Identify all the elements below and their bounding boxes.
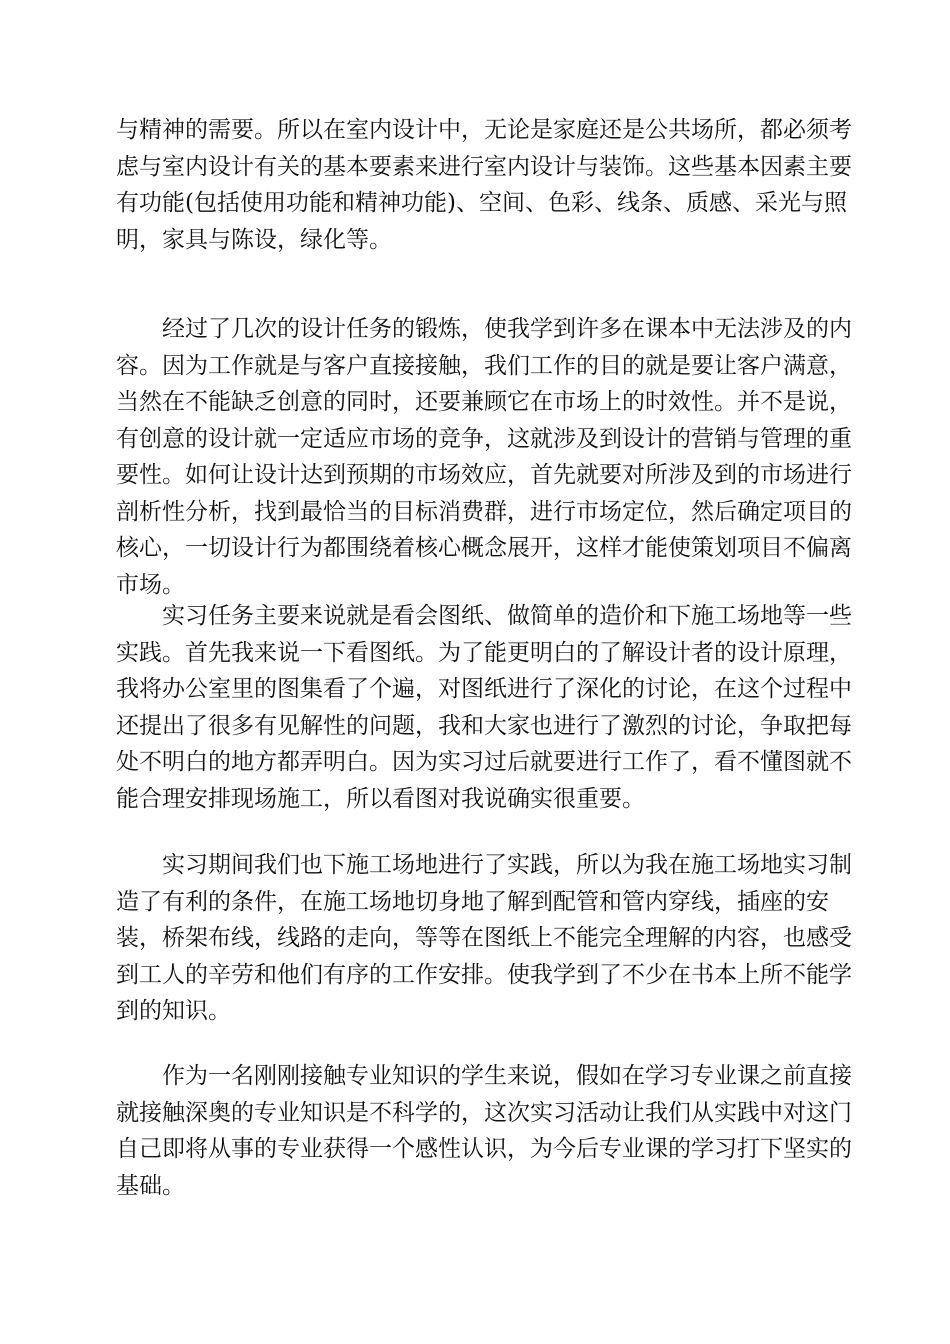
paragraph-line: 实践。首先我来说一下看图纸。为了能更明白的了解设计者的设计原理，: [116, 639, 852, 666]
paragraph-line: 基础。: [116, 1172, 185, 1199]
paragraph-line: 有创意的设计就一定适应市场的竞争，这就涉及到设计的营销与管理的重: [116, 425, 852, 452]
paragraph-line: 我将办公室里的图集看了个遍，对图纸进行了深化的讨论，在这个过程中: [116, 676, 852, 702]
paragraph-line: 剖析性分析，找到最恰当的目标消费群，进行市场定位，然后确定项目的: [116, 498, 852, 525]
paragraph-line: 到的知识。: [116, 998, 231, 1024]
paragraph-line: 容。因为工作就是与客户直接接触，我们工作的目的就是要让客户满意，: [116, 352, 852, 379]
paragraph-line: 有功能(包括使用功能和精神功能)、空间、色彩、线条、质感、采光与照: [116, 190, 847, 216]
paragraph-line: 虑与室内设计有关的基本要素来进行室内设计与装饰。这些基本因素主要: [116, 153, 852, 180]
paragraph-line: 要性。如何让设计达到预期的市场效应，首先就要对所涉及到的市场进行: [116, 462, 852, 488]
paragraph-line: 与精神的需要。所以在室内设计中，无论是家庭还是公共场所，都必须考: [116, 117, 852, 143]
paragraph-line: 还提出了很多有见解性的问题，我和大家也进行了激烈的讨论，争取把每: [116, 712, 852, 739]
paragraph-line: 实习期间我们也下施工场地进行了实践，所以为我在施工场地实习制: [162, 852, 852, 878]
paragraph-1: [116, 112, 852, 258]
paragraph-line: 经过了几次的设计任务的锻炼，使我学到许多在课本中无法涉及的内: [162, 316, 852, 342]
paragraph-line: 市场。: [116, 571, 185, 598]
paragraph-5: [116, 1058, 852, 1204]
paragraph-line: 装，桥架布线，线路的走向，等等在图纸上不能完全理解的内容，也感受: [116, 925, 852, 951]
paragraph-4: [116, 847, 852, 1030]
paragraph-line: 明，家具与陈设，绿化等。: [116, 226, 392, 253]
paragraph-line: 作为一名刚刚接触专业知识的学生来说，假如在学习专业课之前直接: [162, 1063, 852, 1089]
paragraph-line: 就接触深奥的专业知识是不科学的，这次实习活动让我们从实践中对这门: [116, 1099, 852, 1126]
paragraph-line: 自己即将从事的专业获得一个感性认识，为今后专业课的学习打下坚实的: [116, 1136, 852, 1162]
paragraph-line: 能合理安排现场施工，所以看图对我说确实很重要。: [116, 785, 645, 812]
paragraph-line: 核心，一切设计行为都围绕着核心概念展开，这样才能使策划项目不偏离: [116, 535, 852, 561]
paragraph-line: 到工人的辛劳和他们有序的工作安排。使我学到了不少在书本上所不能学: [116, 961, 852, 988]
paragraph-line: 处不明白的地方都弄明白。因为实习过后就要进行工作了，看不懂图就不: [116, 749, 852, 775]
paragraph-2: [116, 311, 852, 603]
paragraph-line: 当然在不能缺乏创意的同时，还要兼顾它在市场上的时效性。并不是说，: [116, 389, 852, 415]
paragraph-line: 实习任务主要来说就是看会图纸、做简单的造价和下施工场地等一些: [162, 603, 852, 629]
paragraph-3: [116, 598, 852, 817]
paragraph-line: 造了有利的条件，在施工场地切身地了解到配管和管内穿线，插座的安: [116, 888, 829, 915]
